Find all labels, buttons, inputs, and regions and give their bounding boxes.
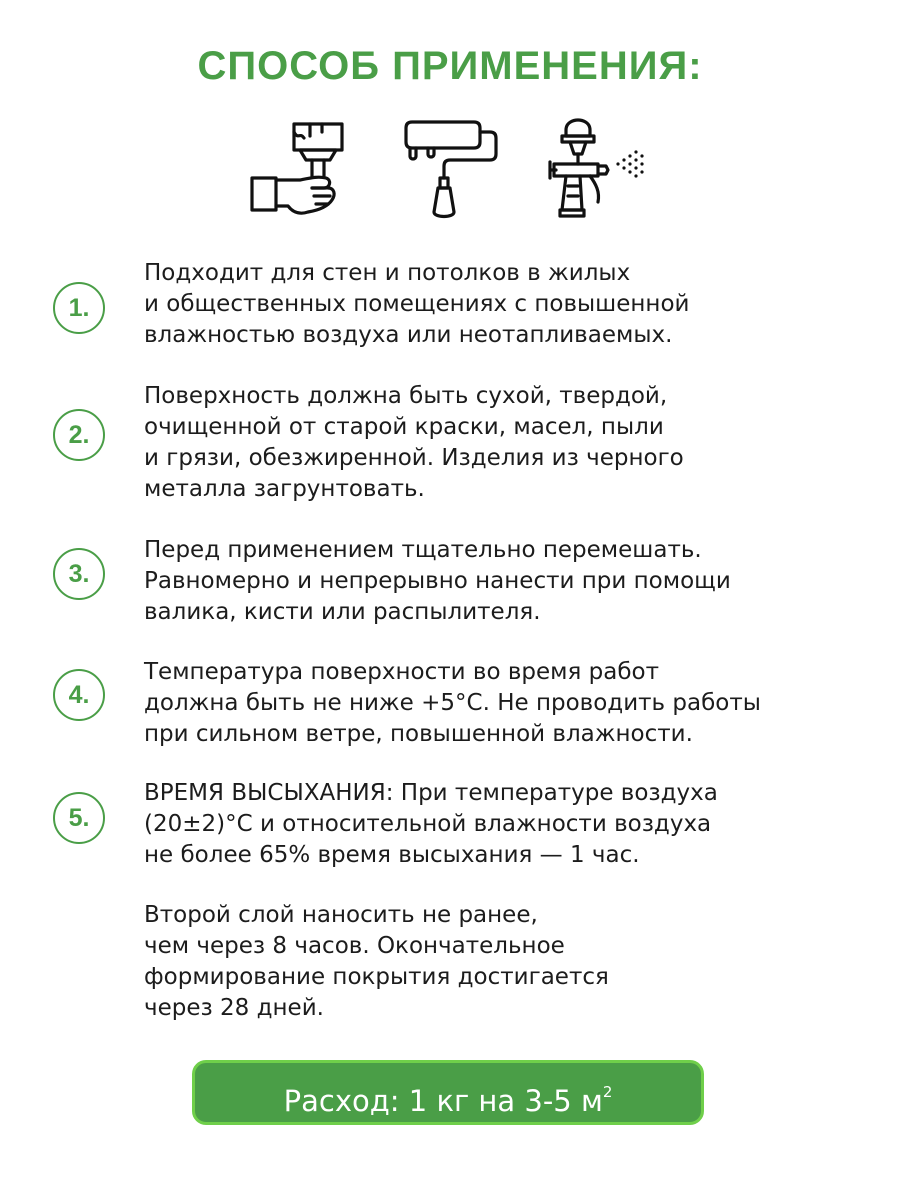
paint-brush-icon [248,118,348,218]
spray-gun-icon [548,118,648,223]
step-text-line: Поверхность должна быть сухой, твердой, [144,383,668,409]
note-text-line: Второй слой наносить не ранее, [144,902,538,928]
step-text-line: валика, кисти или распылителя. [144,599,541,625]
paint-roller-icon [400,118,500,223]
step-text-line: Температура поверхности во время работ [144,659,659,685]
step-text-line: (20±2)°С и относительной влажности воздуха [144,811,712,837]
step-text [144,381,864,505]
step-text [144,778,864,871]
step-text-line: должна быть не ниже +5°С. Не проводить работы [144,690,761,716]
step-text [144,535,864,628]
step-text-line: и общественных помещениях с повышенной [144,291,690,317]
step-text-line: Перед применением тщательно перемешать. [144,537,702,563]
consumption-text: Расход: 1 кг на 3-5 м [283,1084,603,1118]
step-number-badge: 3. [53,548,105,600]
application-methods-icons [0,118,900,228]
step-text-line: при сильном ветре, повышенной влажности. [144,721,693,747]
note-text-line: через 28 дней. [144,995,324,1021]
step-text [144,258,864,351]
step-number-badge: 2. [53,409,105,461]
note-text-line: чем через 8 часов. Окончательное [144,933,565,959]
consumption-superscript: 2 [602,1083,613,1101]
step-text-line: металла загрунтовать. [144,476,425,502]
step-number-badge: 4. [53,669,105,721]
step-text-line: и грязи, обезжиренной. Изделия из черного [144,445,684,471]
consumption-banner [192,1060,704,1125]
step-text-line: влажностью воздуха или неотапливаемых. [144,322,673,348]
step-number-badge: 5. [53,792,105,844]
note-text-line: формирование покрытия достигается [144,964,609,990]
note-text [144,900,864,1024]
step-number-badge: 1. [53,282,105,334]
step-text-line: не более 65% время высыхания — 1 час. [144,842,640,868]
step-text-line: Подходит для стен и потолков в жилых [144,260,631,286]
step-text-line: ВРЕМЯ ВЫСЫХАНИЯ: При температуре воздуха [144,780,718,806]
page-title: СПОСОБ ПРИМЕНЕНИЯ: [197,44,703,88]
step-text [144,657,864,750]
step-text-line: Равномерно и непрерывно нанести при помощи [144,568,731,594]
step-text-line: очищенной от старой краски, масел, пыли [144,414,664,440]
